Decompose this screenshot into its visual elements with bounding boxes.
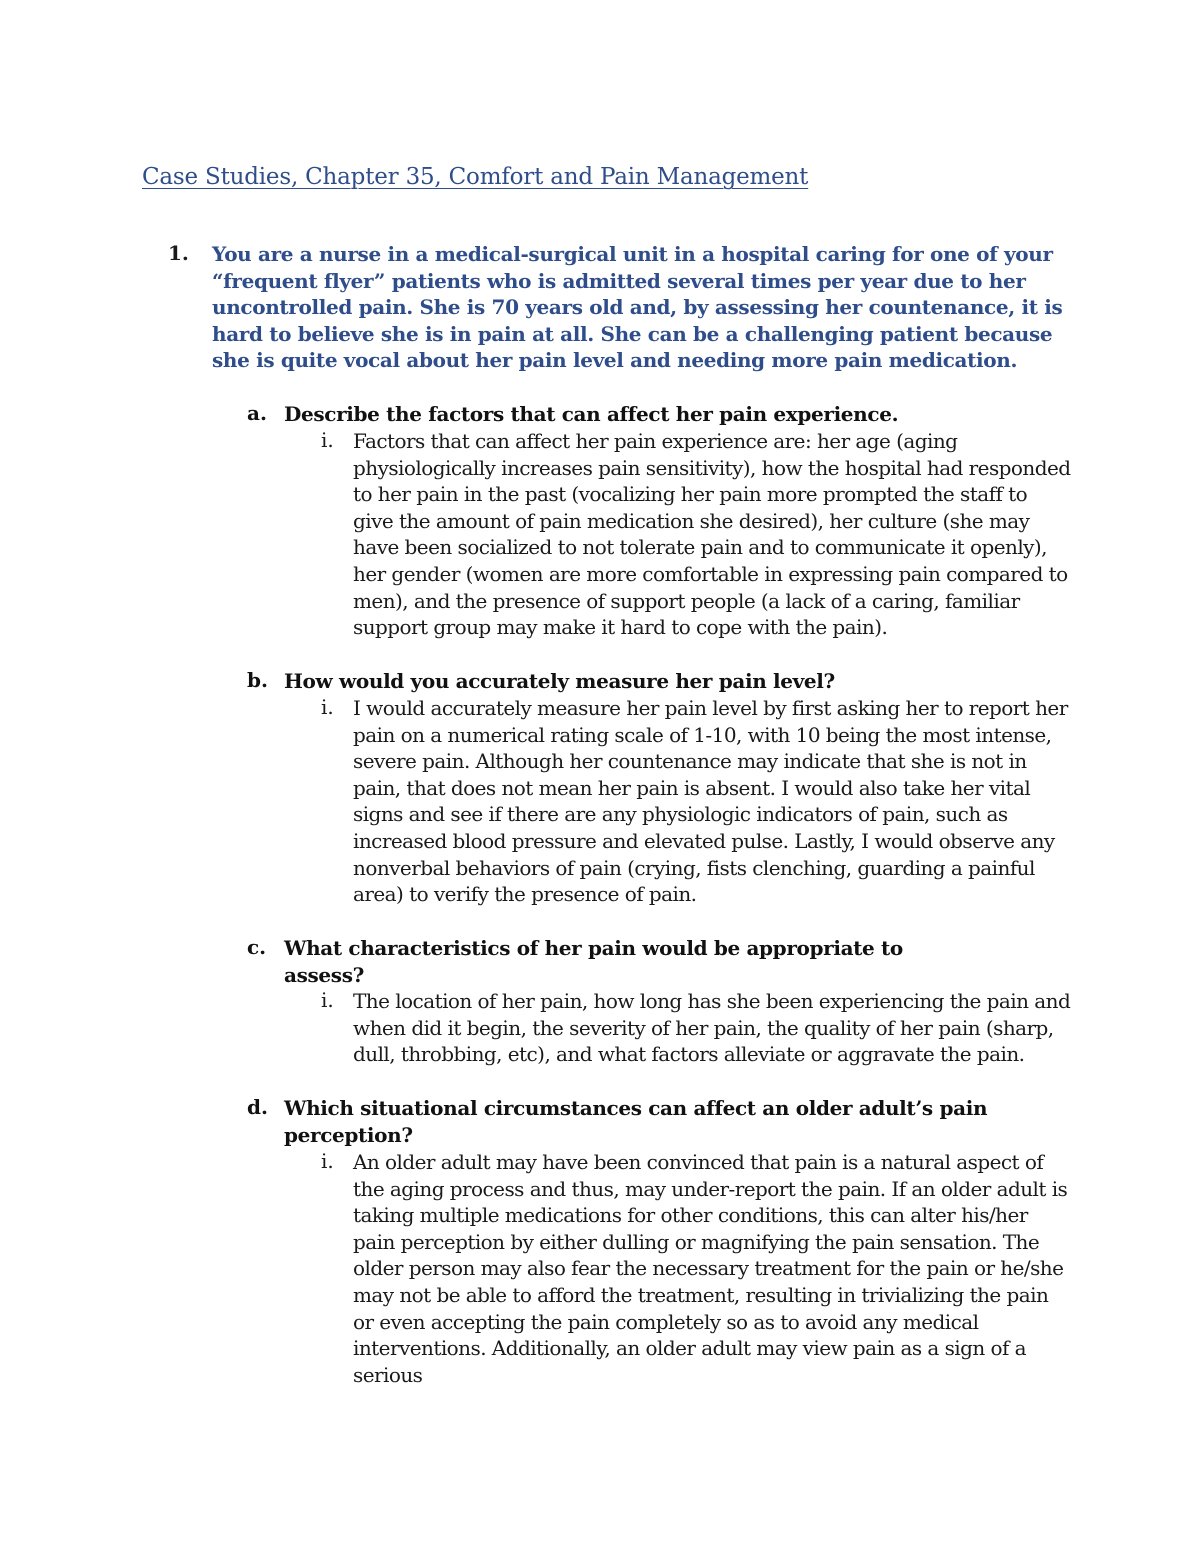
answer-c-marker: i. — [321, 988, 334, 1012]
answer-a-marker: i. — [321, 428, 334, 452]
subquestion-b-text: How would you accurately measure her pain level? — [284, 669, 835, 693]
subquestion-d-marker: d. — [247, 1095, 268, 1119]
answer-b-marker: i. — [321, 695, 334, 719]
answer-d-text: An older adult may have been convinced that pain is a natural aspect of the aging process and thus, may under-report the pain. If an older adult is taking multiple medications for other conditions, this can alter his/her pain perception by either dulling or magnifying the pain sensation. The older person may also fear the necessary treatment for the pain or he/she may not be able to afford the treatment, resulting in trivializing the pain or even accepting the pain completely so as to avoid any medical interventions. Additionally, an older adult may view pain as a sign of a serious — [353, 1150, 1068, 1387]
question-text: You are a nurse in a medical-surgical unit in a hospital caring for one of your “frequent flyer” patients who is admitted several times per year due to her uncontrolled pain. She is 70 years old and, by assessing her countenance, it is hard to believe she is in pain at all. She can be a challenging patient because she is quite vocal about her pain level and needing more pain medication. — [212, 242, 1063, 373]
subquestion-d-text: Which situational circumstances can affect an older adult’s pain perception? — [284, 1096, 988, 1147]
question-number: 1. — [168, 241, 189, 265]
page-title: Case Studies, Chapter 35, Comfort and Pain Management — [142, 164, 809, 190]
subquestion-c-text: What characteristics of her pain would be appropriate to assess? — [284, 936, 903, 987]
answer-c-text: The location of her pain, how long has she been experiencing the pain and when did it begin, the severity of her pain, the quality of her pain (sharp, dull, throbbing, etc), and what factors alleviate or aggravate the pain. — [353, 989, 1071, 1067]
subquestion-a-marker: a. — [247, 401, 267, 425]
answer-b-text: I would accurately measure her pain level by first asking her to report her pain on a numerical rating scale of 1-10, with 10 being the most intense, severe pain. Although her countenance may indicate that she is not in pain, that does not mean her pain is absent. I would also take her vital signs and see if there are any physiologic indicators of pain, such as increased blood pressure and elevated pulse. Lastly, I would observe any nonverbal behaviors of pain (crying, fists clenching, guarding a painful area) to verify the presence of pain. — [353, 696, 1068, 907]
subquestion-c-marker: c. — [247, 935, 267, 959]
subquestion-b-marker: b. — [247, 668, 268, 692]
answer-d-marker: i. — [321, 1149, 334, 1173]
subquestion-a-text: Describe the factors that can affect her pain experience. — [284, 402, 899, 426]
answer-a-text: Factors that can affect her pain experience are: her age (aging physiologically increases pain sensitivity), how the hospital had responded to her pain in the past (vocalizing her pain more prompted the staff to give the amount of pain medication she desired), her culture (she may have been socialized to not tolerate pain and to communicate it openly), her gender (women are more comfortable in expressing pain compared to men), and the presence of support people (a lack of a caring, familiar support group may make it hard to cope with the pain). — [353, 429, 1071, 640]
